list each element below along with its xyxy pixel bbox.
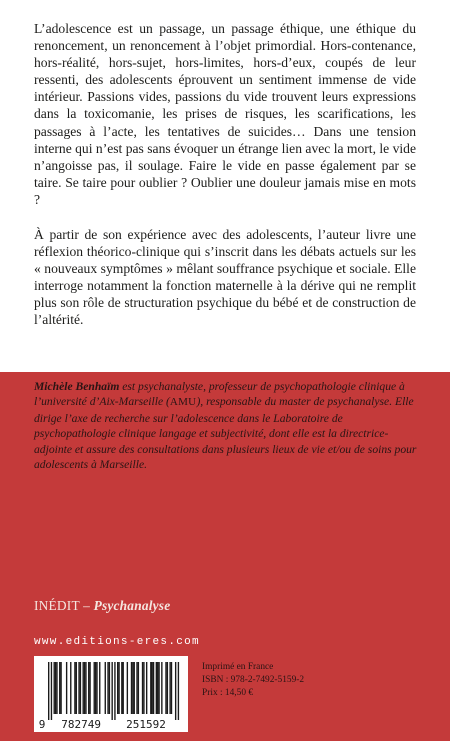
barcode-bar (51, 662, 52, 720)
barcode-bar (127, 662, 128, 714)
barcode (34, 656, 188, 732)
publisher-website: www.editions-eres.com (34, 636, 200, 648)
barcode-bar (88, 662, 89, 714)
barcode-bar (117, 662, 118, 714)
barcode-bar (59, 662, 60, 714)
author-bio-text-1: est psychanalyste, professeur de psychopathologie clinique à l’université d’Aix-Marseille ( (34, 380, 405, 409)
barcode-bar (156, 662, 157, 714)
series-name: Psychanalyse (93, 598, 171, 613)
barcode-bar (169, 662, 170, 714)
series-label (34, 598, 170, 614)
barcode-digits: 9 (38, 718, 46, 731)
author-name: Michèle Benhaïm (34, 380, 120, 393)
barcode-bar (84, 662, 85, 714)
barcode-bar (175, 662, 176, 720)
barcode-bar (94, 662, 95, 714)
barcode-bar (89, 662, 90, 714)
barcode-bar (107, 662, 108, 714)
barcode-bar (138, 662, 139, 714)
barcode-bar (66, 662, 67, 714)
barcode-bar (121, 662, 122, 714)
barcode-bar (123, 662, 124, 714)
university-abbreviation: AMU (169, 396, 197, 409)
barcode-bar (56, 662, 57, 714)
barcode-bar (80, 662, 81, 714)
barcode-bar (105, 662, 106, 714)
barcode-bar (171, 662, 172, 714)
barcode-bar (158, 662, 159, 714)
barcode-bar (132, 662, 133, 714)
barcode-bar (165, 662, 166, 714)
barcode-bar (157, 662, 158, 714)
barcode-bar (153, 662, 154, 714)
printed-in-france: Imprimé en France (202, 662, 274, 672)
barcode-bar (76, 662, 77, 714)
barcode-bar (131, 662, 132, 714)
price: Prix : 14,50 € (202, 688, 254, 699)
barcode-bar (55, 662, 56, 714)
barcode-bar (142, 662, 143, 714)
barcode-bar (96, 662, 97, 714)
barcode-bar (167, 662, 168, 714)
barcode-digits: 251592 (126, 718, 166, 731)
barcode-bar (70, 662, 71, 714)
description-paragraph-1: L’adolescence est un passage, un passage éthique, une éthique du renoncement, un renoncement à l’objet primordial. Hors-contenance, hors-réalité, hors-sujet, hors-limites, hors-d’eux, coupés de leur ressenti, des adolescents éprouvent un sentiment immense de vide intérieur. Passions vides, passions du vide trouvent leurs expressions dans la toxicomanie, les prises de risques, les scarifications, les passages à l’acte, les tentatives de suicides… Dans une tension interne qui n’est pas sans évoquer un étrange lien avec la mort, le vide n’angoisse pas, il soulage. Faire le vide en passe également par se taire. Se taire pour oublier ? Oublier une douleur jamais mise en mots ? (34, 21, 416, 207)
barcode-bar (161, 662, 162, 714)
barcode-bar (60, 662, 61, 714)
barcode-bar (78, 662, 79, 714)
description-paragraph-2: À partir de son expérience avec des adolescents, l’auteur livre une réflexion théorico-clinique qui s’inscrit dans les débats actuels sur les « nouveaux symptômes » mêlant souffrance psychique et sociale. Elle interroge notamment la fonction maternelle à la dérive qui ne remplit plus son rôle de structuration psychique du bébé et de construction de l’altérité. (34, 227, 416, 328)
barcode-bar (118, 662, 119, 714)
barcode-bar (54, 662, 55, 714)
barcode-bar (74, 662, 75, 714)
barcode-bar (48, 662, 49, 720)
imprint-block (202, 661, 304, 701)
barcode-bar (95, 662, 96, 714)
barcode-bar (178, 662, 179, 720)
barcode-bar (83, 662, 84, 714)
barcode-bar (136, 662, 137, 714)
barcode-digits: 782749 (61, 718, 101, 731)
author-bio-text-2: ), responsable du master de psychanalyse. Elle dirige l’axe de recherche sur l’adolescence dans le Laboratoire de psychopathologie clinique langage et subjectivité, dont elle est la directrice-adjointe et assure des consultations dans plusieurs lieux de vie et/ou de soins pour adolescents à Marseille. (34, 395, 417, 472)
series-prefix: INÉDIT – (34, 598, 94, 613)
isbn: ISBN : 978-2-7492-5159-2 (202, 675, 305, 686)
barcode-bar (150, 662, 151, 714)
barcode-bar (99, 662, 100, 714)
barcode-bar (134, 662, 135, 714)
barcode-bar (111, 662, 112, 720)
author-bio (34, 379, 418, 472)
barcode-bar (152, 662, 153, 714)
barcode-bar (143, 662, 144, 714)
barcode-bar (109, 662, 110, 714)
barcode-bar (85, 662, 86, 714)
barcode-bar (146, 662, 147, 714)
barcode-graphic (34, 656, 188, 732)
barcode-bar (114, 662, 115, 720)
